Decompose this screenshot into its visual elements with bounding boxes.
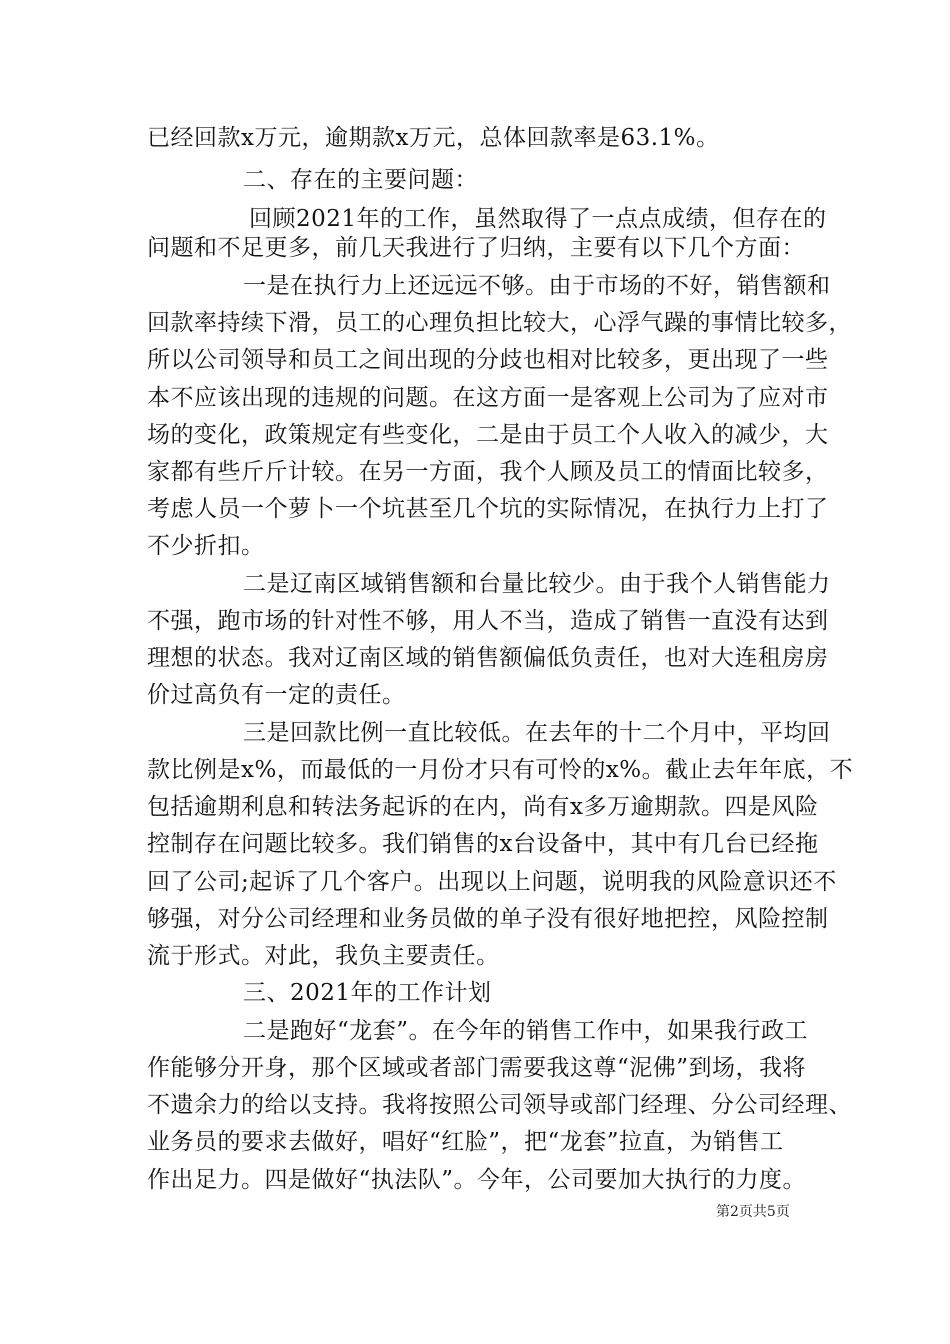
page-number-footer: 第2页共5页: [716, 1204, 790, 1220]
body-line: 不少折扣。: [147, 533, 265, 559]
body-line: 已经回款x万元，逾期款x万元，总体回款率是63.1%。: [147, 125, 720, 151]
body-line: 款比例是x%，而最低的一月份才只有可怜的x%。截止去年年底，不: [147, 757, 854, 783]
body-line: 回了公司;起诉了几个客户。出现以上问题，说明我的风险意识还不: [147, 869, 837, 895]
body-line: 二是辽南区域销售额和台量比较少。由于我个人销售能力: [243, 571, 831, 597]
body-line: 作出足力。四是做好“执法队”。今年，公司要加大执行的力度。: [147, 1167, 807, 1193]
body-line: 控制存在问题比较多。我们销售的x台设备中，其中有几台已经拖: [147, 831, 819, 857]
body-line: 问题和不足更多，前几天我进行了归纳，主要有以下几个方面：: [147, 235, 805, 261]
body-line: 价过高负有一定的责任。: [147, 682, 406, 708]
section-heading: 三、2021年的工作计划: [243, 980, 492, 1006]
body-line: 三是回款比例一直比较低。在去年的十二个月中，平均回: [243, 720, 831, 746]
body-line: 业务员的要求去做好，唱好“红脸”，把“龙套”拉直，为销售工: [147, 1129, 784, 1155]
body-line: 理想的状态。我对辽南区域的销售额偏低负责任，也对大连租房房: [147, 645, 829, 671]
body-line: 不强，跑市场的针对性不够，用人不当，造成了销售一直没有达到: [147, 608, 829, 634]
body-line: 二是跑好“龙套”。在今年的销售工作中，如果我行政工: [243, 1018, 809, 1044]
body-line: 够强，对分公司经理和业务员做的单子没有很好地把控，风险控制: [147, 906, 829, 932]
body-line: 场的变化，政策规定有些变化，二是由于员工个人收入的减少，大: [147, 422, 829, 448]
body-line: 本不应该出现的违规的问题。在这方面一是客观上公司为了应对市: [147, 385, 829, 411]
body-line: 流于形式。对此，我负主要责任。: [147, 943, 500, 969]
body-line: 考虑人员一个萝卜一个坑甚至几个坑的实际情况，在执行力上打了: [147, 496, 829, 522]
body-line: 所以公司领导和员工之间出现的分歧也相对比较多，更出现了一些: [147, 347, 829, 373]
body-line: 作能够分开身，那个区域或者部门需要我这尊“泥佛”到场，我将: [147, 1055, 807, 1081]
body-line: 家都有些斤斤计较。在另一方面，我个人顾及员工的情面比较多，: [147, 459, 829, 485]
body-line: 回款率持续下滑，员工的心理负担比较大，心浮气躁的事情比较多，: [147, 310, 852, 336]
body-line: 一是在执行力上还远远不够。由于市场的不好，销售额和: [243, 273, 831, 299]
body-line: 不遗余力的给以支持。我将按照公司领导或部门经理、分公司经理、: [147, 1092, 852, 1118]
section-heading: 二、存在的主要问题：: [243, 167, 478, 193]
body-line: 包括逾期利息和转法务起诉的在内，尚有x多万逾期款。四是风险: [147, 794, 819, 820]
body-line: 回顾2021年的工作，虽然取得了一点点成绩，但存在的: [249, 206, 827, 232]
